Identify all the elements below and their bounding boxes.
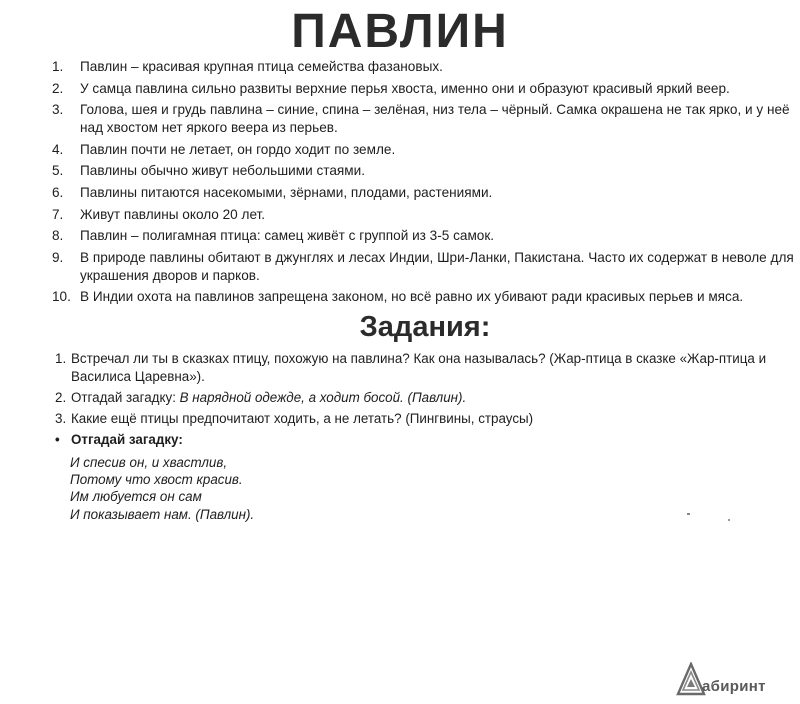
watermark-text: абиринт (702, 678, 766, 695)
list-item (52, 227, 797, 245)
item-number: 5. (52, 163, 64, 179)
riddle-text: В нарядной одежде, а ходит босой. (Павлин). (179, 389, 467, 405)
tasks-heading: Задания: (359, 311, 491, 343)
item-text: Павлин – полигамная птица: самец живёт с группой из 3-5 самок. (80, 228, 495, 244)
item-number: 8. (52, 228, 64, 244)
scan-speck (687, 513, 690, 515)
task-number: 2. (55, 389, 67, 405)
item-text: Павлины питаются насекомыми, зёрнами, плодами, растениями. (80, 184, 493, 200)
task-text: Встречал ли ты в сказках птицу, похожую на павлина? Как она называлась? (Жар-птица в сказке «Жар-птица и Василиса Царевна»). (71, 351, 767, 384)
task-number: 3. (55, 411, 67, 427)
item-number: 4. (52, 141, 64, 157)
item-number: 3. (52, 102, 64, 118)
item-number: 1. (52, 59, 64, 74)
list-item (52, 162, 797, 180)
list-item (52, 58, 797, 76)
task-item (55, 431, 795, 449)
poem-line: И показывает нам. (Павлин). (70, 506, 255, 522)
page-title: ПАВЛИН (291, 5, 509, 58)
facts-list (52, 58, 797, 310)
item-text: Павлин почти не летает, он гордо ходит по земле. (80, 141, 396, 157)
task-text: Какие ещё птицы предпочитают ходить, а не летать? (Пингвины, страусы) (71, 411, 534, 427)
list-item (52, 80, 797, 98)
tasks-list (55, 350, 795, 449)
task-item (55, 389, 795, 407)
item-text: В природе павлины обитают в джунглях и лесах Индии, Шри-Ланки, Пакистана. Часто их содержат в неволе для украшения дворов и парков. (80, 249, 794, 283)
item-number: 2. (52, 80, 64, 96)
task-item (55, 410, 795, 428)
list-item (52, 206, 797, 224)
watermark-logo (676, 656, 796, 696)
item-text: Павлины обычно живут небольшими стаями. (80, 163, 365, 179)
item-text: Голова, шея и грудь павлина – синие, спина – зелёная, низ тела – чёрный. Самка окрашена не так ярко, и у неё над хвостом нет яркого веера из перьев. (80, 102, 790, 136)
list-item (52, 288, 797, 306)
task-prefix: Отгадай загадку: (71, 389, 180, 405)
task-number: 1. (55, 351, 67, 366)
list-item (52, 141, 797, 159)
item-number: 6. (52, 184, 64, 200)
task-item (55, 350, 795, 385)
task-label: Отгадай загадку: (71, 432, 183, 448)
poem-line: Потому что хвост красив. (70, 472, 243, 488)
list-item (52, 101, 797, 137)
item-text: Павлин – красивая крупная птица семейства фазановых. (80, 59, 443, 74)
poem-line: Им любуется он сам (70, 489, 202, 505)
item-number: 7. (52, 206, 64, 222)
list-item (52, 184, 797, 202)
riddle-poem (70, 454, 254, 523)
item-number: 9. (52, 249, 64, 265)
item-text: Живут павлины около 20 лет. (80, 206, 266, 222)
scan-speck (728, 519, 730, 521)
task-text (71, 389, 795, 407)
item-number: 10. (52, 289, 71, 305)
poem-line: И спесив он, и хвастлив, (70, 455, 228, 470)
item-text: У самца павлина сильно развиты верхние перья хвоста, именно они и образуют красивый яркий веер. (80, 80, 730, 96)
list-item (52, 249, 797, 285)
item-text: В Индии охота на павлинов запрещена законом, но всё равно их убивают ради красивых перьев и мяса. (80, 289, 744, 305)
bullet-icon: • (55, 432, 60, 448)
